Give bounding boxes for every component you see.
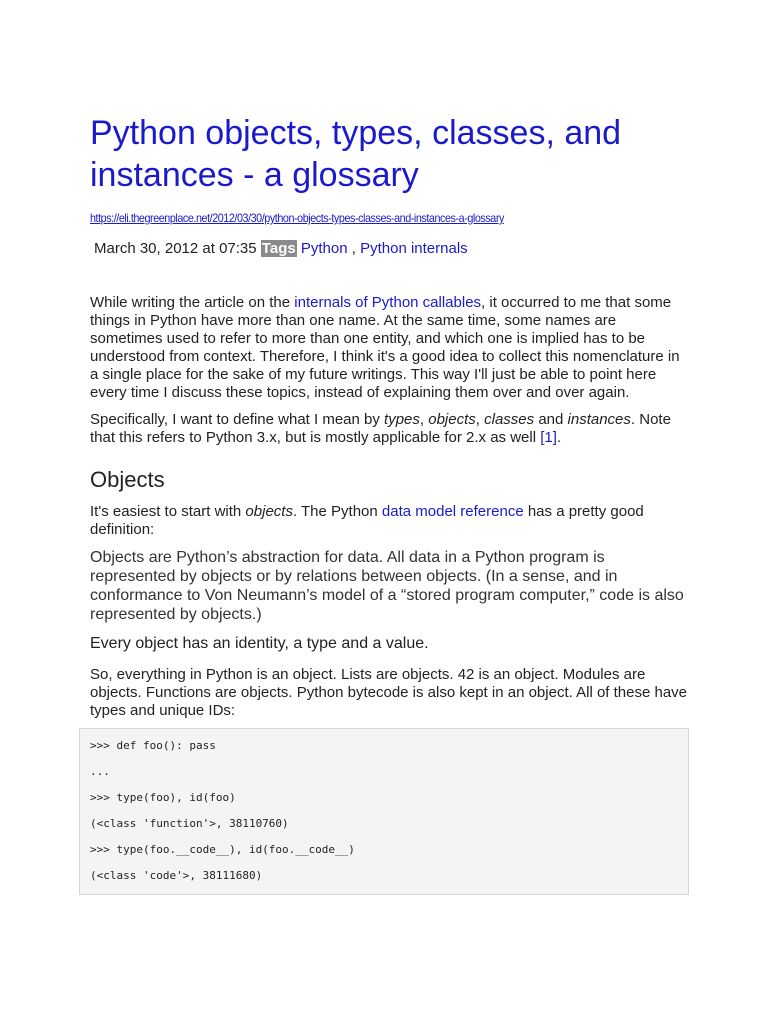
intro-paragraph-2: [90, 411, 690, 447]
code-line: ...: [90, 765, 110, 778]
publish-date: March 30, 2012 at 07:35: [94, 240, 257, 257]
term-classes: classes: [484, 411, 535, 428]
intro-p2-period: .: [556, 429, 562, 446]
article-meta: [94, 239, 468, 259]
intro-p2-and: and: [534, 411, 568, 428]
objects-heading: Objects: [90, 467, 165, 492]
code-line: >>> type(foo), id(foo): [90, 791, 236, 804]
intro-p2-text-middle: . Note that this refers to Python 3.x, but is mostly applicable for 2.x as well: [90, 411, 671, 446]
tag-link-python-internals[interactable]: Python internals: [360, 240, 468, 257]
data-model-quote: Objects are Python’s abstraction for data. All data in a Python program is represented by objects or by relations between objects. (In a sense, and in conformance to Von Neumann’s model of a “stored program computer,” code is also represented by objects.): [90, 549, 684, 623]
article-title: Python objects, types, classes, and instances - a glossary: [90, 114, 622, 194]
intro-p1-text-end: , it occurred to me that some things in Python have more than one name. At the same time, some names are sometimes used to refer to more than one entity, and which one is implied has to be understood from context. Therefore, I think it's a good idea to collect this nomenclature in a single place for the sake of my future writings. This way I'll just be able to point here every time I discuss these topics, instead of explaining them over and over again.: [90, 294, 680, 401]
code-line: (<class 'function'>, 38110760): [90, 817, 289, 830]
source-url-link[interactable]: https://eli.thegreenplace.net/2012/03/30/python-objects-types-classes-and-instances-a-glossary: [90, 211, 504, 225]
term-instances: instances: [567, 411, 631, 428]
footnote-1-link[interactable]: [1]: [540, 429, 557, 446]
objects-paragraph-1: [90, 503, 690, 539]
code-block: [79, 728, 689, 895]
tags-label: Tags: [261, 240, 296, 257]
callables-article-link[interactable]: internals of Python callables: [294, 294, 482, 311]
identity-quote: Every object has an identity, a type and a value.: [90, 635, 429, 652]
objects-p1-text-middle: . The Python: [292, 503, 382, 520]
objects-p1-text-end: has a pretty good definition:: [90, 503, 644, 538]
intro-paragraph-1: [90, 294, 690, 402]
intro-p1-text-start: While writing the article on the: [90, 294, 295, 311]
code-line: >>> type(foo.__code__), id(foo.__code__): [90, 843, 355, 856]
code-line: >>> def foo(): pass: [90, 739, 216, 752]
objects-paragraph-2: So, everything in Python is an object. Lists are objects. 42 is an object. Modules are objects. Functions are objects. Python bytecode is also kept in an object. All of these have types and unique IDs:: [90, 666, 688, 719]
intro-p2-text-start: Specifically, I want to define what I mean by: [90, 411, 385, 428]
code-line: (<class 'code'>, 38111680): [90, 869, 263, 882]
term-objects: objects: [428, 411, 476, 428]
term-objects-emphasis: objects: [245, 503, 293, 520]
data-model-reference-link[interactable]: data model reference: [381, 503, 524, 520]
intro-p2-sep-2: ,: [475, 411, 485, 428]
objects-p1-text-start: It's easiest to start with: [90, 503, 246, 520]
intro-p2-sep-1: ,: [419, 411, 429, 428]
term-types: types: [384, 411, 420, 428]
tag-separator: ,: [347, 240, 361, 257]
tag-link-python[interactable]: Python: [300, 240, 348, 257]
